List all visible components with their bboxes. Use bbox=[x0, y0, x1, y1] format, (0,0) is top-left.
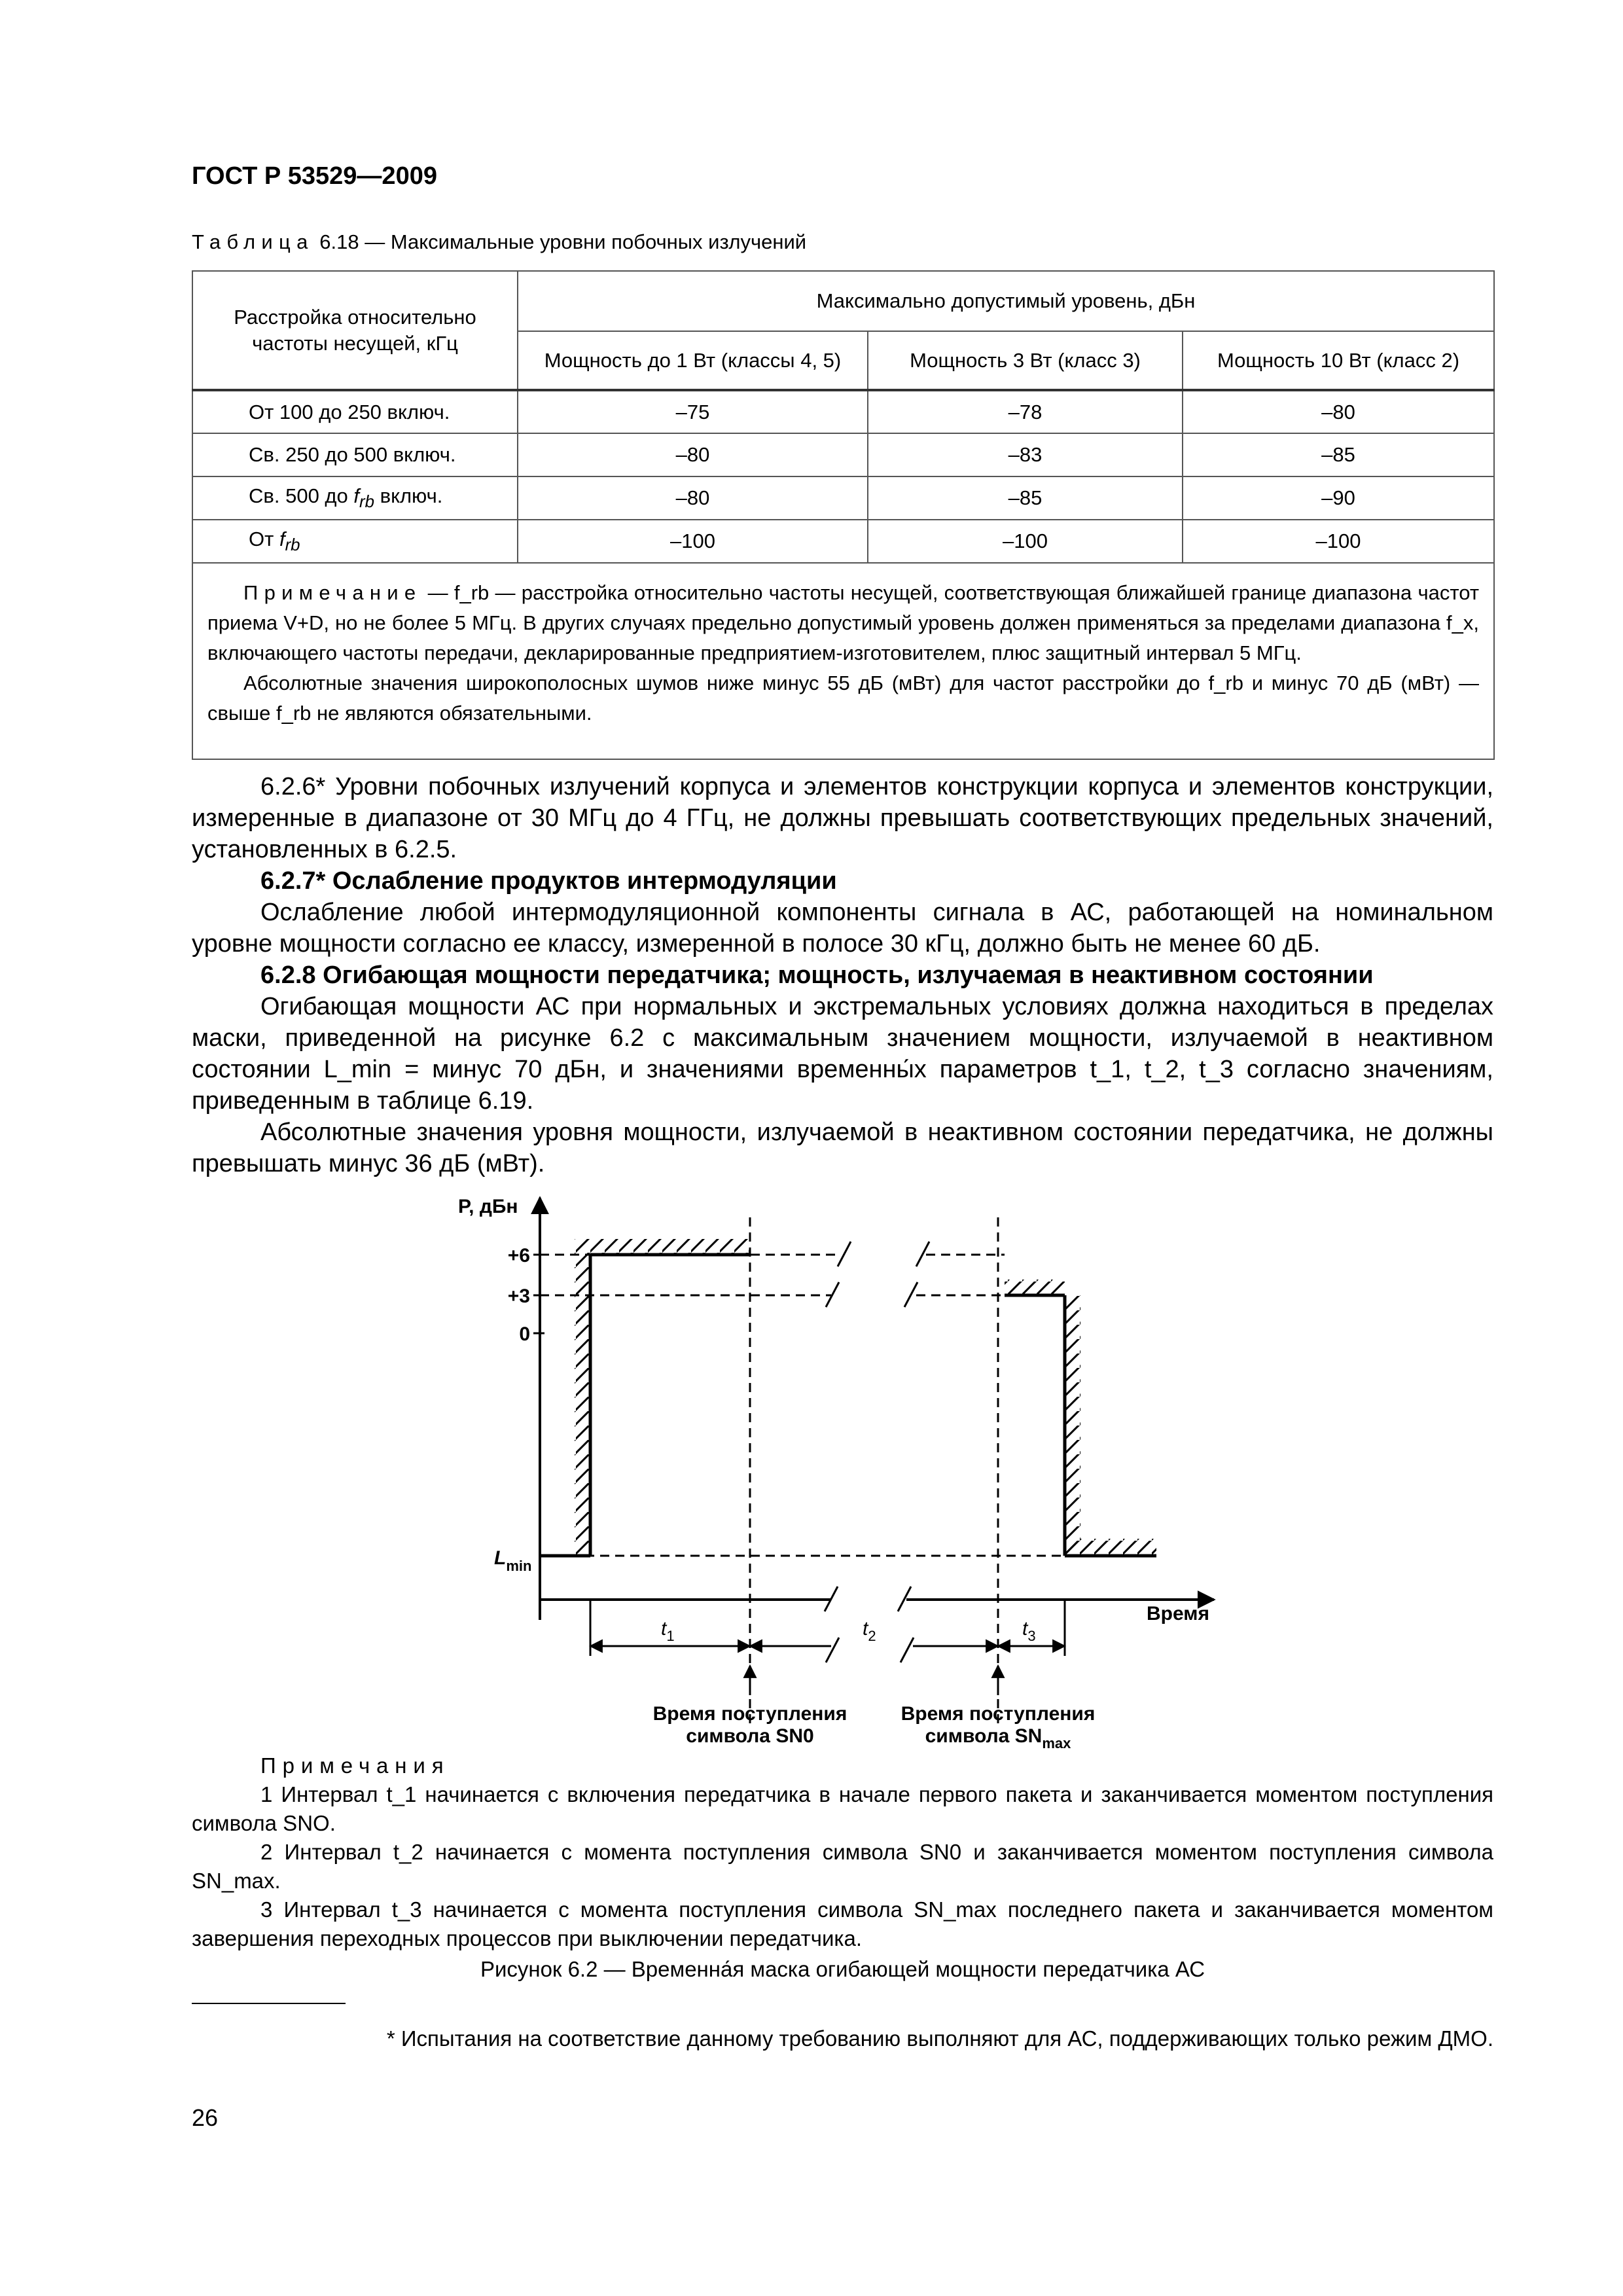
page-number: 26 bbox=[192, 2104, 219, 2131]
table-cell: –80 bbox=[518, 476, 868, 520]
figure-caption: Рисунок 6.2 — Временна́я маска огибающей мощности передатчика АС bbox=[480, 1957, 1205, 1981]
hatch-left-vertical bbox=[575, 1255, 590, 1554]
para-6-2-6: 6.2.6* Уровни побочных излучений корпуса и элементов конструкции корпуса и элементов конструкции, измеренные в диапазоне от 30 МГц до 4 ГГц, не должны превышать соответствующих предельных значений, установленных в 6.2.5. bbox=[192, 773, 1493, 863]
document-id: ГОСТ Р 53529—2009 bbox=[192, 162, 437, 190]
sn0-label-line1: Время поступления bbox=[652, 1703, 847, 1725]
mask-graphic bbox=[533, 1198, 1214, 1728]
hatch-top-left bbox=[575, 1239, 750, 1255]
table-note-p2: Абсолютные значения широкополосных шумов ниже минус 55 дБ (мВт) для частот расстройки до f_rb и минус 70 дБ (мВт) — свыше f_rb не являются обязательными. bbox=[207, 672, 1480, 725]
table-cell: –100 bbox=[1183, 520, 1494, 563]
note-2: 2 Интервал t_2 начинается с момента поступления символа SN0 и заканчивается моментом поступления символа SN_max. bbox=[192, 1840, 1493, 1893]
t3-label: $t_3$ bbox=[1022, 1618, 1036, 1644]
para-6-2-8a: Огибающая мощности АС при нормальных и экстремальных условиях должна находиться в пределах маски, приведенной на рисунке 6.2 с максимальным значением мощности, излучаемой в неактивном состоянии L_min = минус 70 дБн, и значениями временны́х параметров t_1, t_2, t_3 согласно значениям, приведенным в таблице 6.19. bbox=[192, 993, 1493, 1115]
para-6-2-8b: Абсолютные значения уровня мощности, излучаемой в неактивном состоянии передатчика, не должны превышать минус 36 дБ (мВт). bbox=[192, 1119, 1493, 1177]
row-label: Св. 500 до $f_{rb}$ включ. bbox=[192, 476, 518, 520]
row-label: Св. 250 до 500 включ. bbox=[192, 433, 518, 476]
para-6-2-7: Ослабление любой интермодуляционной компоненты сигнала в АС, работающей на номинальном уровне мощности согласно ее классу, измеренной в полосе 30 кГц, должно быть не менее 60 дБ. bbox=[192, 899, 1493, 958]
footnote: * Испытания на соответствие данному требованию выполняют для АС, поддерживающих только режим ДМО. bbox=[386, 2026, 1493, 2051]
table-cell: –80 bbox=[518, 433, 868, 476]
table-cell: –100 bbox=[518, 520, 868, 563]
snmax-label-line1: Время поступления bbox=[901, 1703, 1096, 1725]
hatch-right-vertical bbox=[1065, 1295, 1080, 1554]
table-cell: –85 bbox=[1183, 433, 1494, 476]
heading-6-2-8: 6.2.8 Огибающая мощности передатчика; мощность, излучаемая в неактивном состоянии bbox=[260, 961, 1374, 989]
note-3: 3 Интервал t_3 начинается с момента поступления символа SN_max последнего пакета и заканчивается моментом завершения переходных процессов при выключении передатчика. bbox=[192, 1897, 1493, 1950]
table-cell: –90 bbox=[1183, 476, 1494, 520]
y-tick-0: 0 bbox=[519, 1323, 530, 1345]
y-tick-3: +3 bbox=[507, 1285, 530, 1307]
hatch-top-right bbox=[1005, 1280, 1065, 1295]
table-cell: –80 bbox=[1183, 390, 1494, 433]
hatch-bottom-right bbox=[1065, 1539, 1156, 1554]
table-cell: –75 bbox=[518, 390, 868, 433]
row-label: От 100 до 250 включ. bbox=[192, 390, 518, 433]
x-axis-label: Время bbox=[1147, 1603, 1209, 1624]
table-note-p1: Примечание — f_rb — расстройка относительно частоты несущей, соответствующая ближайшей границе диапазона частот приема V+D, но не более 5 МГц. В других случаях предельно допустимый уровень должен применяться за пределами диапазона f_x, включающего частоты передачи, декларированные предприятием-изготовителем, плюс защитный интервал 5 МГц. bbox=[207, 581, 1480, 664]
table-cell: –78 bbox=[868, 390, 1183, 433]
t2-label: $t_2$ bbox=[863, 1618, 876, 1644]
table-cell: –100 bbox=[868, 520, 1183, 563]
footnote-divider bbox=[192, 2003, 346, 2004]
y-tick-6: +6 bbox=[507, 1245, 530, 1266]
y-axis-label: P, дБн bbox=[458, 1196, 518, 1217]
note-1: 1 Интервал t_1 начинается с включения передатчика в начале первого пакета и заканчивается моментом поступления символа SNO. bbox=[192, 1782, 1493, 1835]
row-label: От $f_{rb}$ bbox=[192, 520, 518, 563]
heading-6-2-7: 6.2.7* Ослабление продуктов интермодуляции bbox=[260, 867, 837, 895]
notes-title: Примечания bbox=[260, 1753, 450, 1778]
col-header-group: Максимально допустимый уровень, дБн bbox=[518, 271, 1494, 331]
col-header-class45: Мощность до 1 Вт (классы 4, 5) bbox=[518, 331, 868, 390]
snmax-label-line2: символа $SN_{max}$ bbox=[925, 1725, 1071, 1751]
col-header-class2: Мощность 10 Вт (класс 2) bbox=[1183, 331, 1494, 390]
col-header-offset: Расстройка относительно частоты несущей, кГц bbox=[192, 271, 518, 390]
t1-label: $t_1$ bbox=[661, 1618, 675, 1644]
sn0-label-line2: символа SN0 bbox=[686, 1725, 814, 1747]
lmin-label: $L_{min}$ bbox=[494, 1547, 532, 1574]
table-cell: –85 bbox=[868, 476, 1183, 520]
table-caption: Таблица 6.18 — Максимальные уровни побочных излучений bbox=[192, 230, 807, 253]
table-cell: –83 bbox=[868, 433, 1183, 476]
col-header-class3: Мощность 3 Вт (класс 3) bbox=[868, 331, 1183, 390]
